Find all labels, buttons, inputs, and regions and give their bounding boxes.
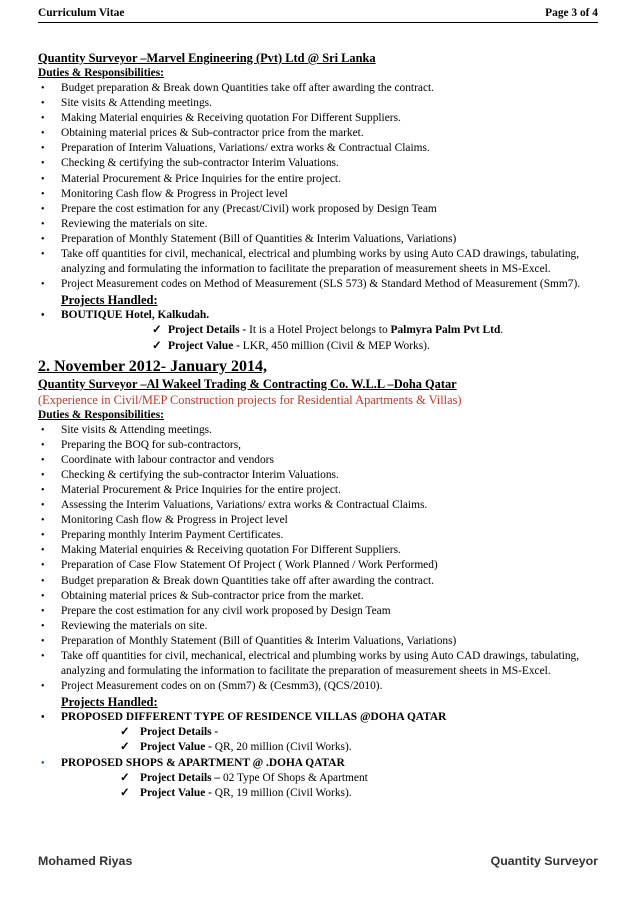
section2-project1 [38,710,600,725]
check-icon: ✓ [120,726,130,739]
list-item: • Preparation of Monthly Statement (Bill of Quantities & Interim Valuations, Variations) [38,232,600,247]
list-item: • Preparing the BOQ for sub-contractors, [38,438,600,453]
bullet-icon: • [41,188,45,200]
list-item: • Monitoring Cash flow & Progress in Project level [38,187,600,202]
list-item: • Preparing monthly Interim Payment Certificates. [38,528,600,543]
section1-duties-list [38,81,600,292]
list-item: • Material Procurement & Price Inquiries for the entire project. [38,483,600,498]
list-item: • BOUTIQUE Hotel, Kalkudah. [38,308,600,323]
bullet-icon: • [41,233,45,245]
section1-firm-heading: Quantity Surveyor –Marvel Engineering (Pvt) Ltd @ Sri Lanka [38,51,376,65]
bullet-icon: • [41,681,45,693]
check-icon: ✓ [120,771,130,784]
bullet-icon: • [41,158,45,170]
check-icon: ✓ [152,339,162,352]
bullet-icon: • [41,575,45,587]
page-content [38,50,600,801]
bullet-icon: • [41,484,45,496]
section1-projects-heading: Projects Handled: [61,293,158,308]
list-item: • Take off quantities for civil, mechanical, electrical and plumbing works by using Auto CAD drawings, tabulating, analyzing and formulating the information to facilitate the preparation of measurement sheets in MS-Excel. [41,650,580,678]
section2-project2-details: ✓ Project Details – 02 Type Of Shops & Apartment [38,771,600,786]
list-item: • Obtaining material prices & Sub-contractor price from the market. [38,589,600,604]
bullet-icon: • [41,757,45,769]
bullet-icon: • [41,605,45,617]
check-icon: ✓ [120,786,130,799]
list-item: • Preparation of Case Flow Statement Of Project ( Work Planned / Work Performed) [38,558,600,573]
list-item: • Prepare the cost estimation for any (Precast/Civil) work proposed by Design Team [38,202,600,217]
bullet-icon: • [41,424,45,436]
bullet-icon: • [41,113,45,125]
bullet-icon: • [41,454,45,466]
list-item: • Monitoring Cash flow & Progress in Project level [38,513,600,528]
header-title: Curriculum Vitae [38,7,125,19]
bullet-icon: • [41,83,45,94]
section2-project1-details: ✓ Project Details - [38,725,600,740]
list-item: • Assessing the Interim Valuations, Variations/ extra works & Contractual Claims. [38,498,600,513]
section2-projects-heading: Projects Handled: [61,695,158,710]
bullet-icon: • [41,712,45,724]
section2-experience-note: (Experience in Civil/MEP Construction projects for Residential Apartments & Villas) [38,392,462,407]
header-rule [38,22,598,23]
list-item: • PROPOSED DIFFERENT TYPE OF RESIDENCE VILLAS @DOHA QATAR [38,710,600,725]
section2-project2 [38,756,600,771]
list-item: • Prepare the cost estimation for any civil work proposed by Design Team [38,604,600,619]
bullet-icon: • [41,203,45,215]
list-item: • PROPOSED SHOPS & APARTMENT @ .DOHA QATAR [38,756,600,771]
list-item: • Material Procurement & Price Inquiries for the entire project. [38,172,600,187]
check-icon: ✓ [152,324,162,337]
list-item: • Project Measurement codes on on (Smm7) & (Cesmm3), (QCS/2010). [38,679,600,694]
list-item: • Checking & certifying the sub-contractor Interim Valuations. [38,156,600,171]
list-item: • Budget preparation & Break down Quantities take off after awarding the contract. [38,81,600,96]
bullet-icon: • [41,545,45,557]
section1-duties-heading: Duties & Responsibilities: [38,67,164,79]
check-icon: ✓ [120,741,130,754]
bullet-icon: • [41,590,45,602]
list-item: • Coordinate with labour contractor and vendors [38,453,600,468]
section2-project1-value: ✓ Project Value - QR, 20 million (Civil Works). [38,740,600,755]
bullet-icon: • [41,515,45,527]
section1-project-value: ✓ Project Value - LKR, 450 million (Civil & MEP Works). [38,339,600,354]
bullet-icon: • [41,651,45,662]
list-item: • Take off quantities for civil, mechanical, electrical and plumbing works by using Auto CAD drawings, tabulating, analyzing and formulating the information to facilitate the preparation of measurement sheets in MS-Excel. [41,248,580,276]
footer-name: Mohamed Riyas [38,854,133,868]
list-item: • Preparation of Interim Valuations, Variations/ extra works & Contractual Claims. [38,141,600,156]
list-item: • Reviewing the materials on site. [38,217,600,232]
section2-duties-heading: Duties & Responsibilities: [38,408,164,421]
bullet-icon: • [41,469,45,481]
list-item: • Checking & certifying the sub-contractor Interim Valuations. [38,468,600,483]
list-item: • Budget preparation & Break down Quantities take off after awarding the contract. [38,574,600,589]
bullet-icon: • [41,249,45,261]
bullet-icon: • [41,218,45,230]
list-item: • Site visits & Attending meetings. [38,423,600,438]
list-item: • Reviewing the materials on site. [38,619,600,634]
bullet-icon: • [41,620,45,632]
list-item: • Making Material enquiries & Receiving quotation For Different Suppliers. [38,543,600,558]
bullet-icon: • [41,128,45,140]
list-item: • Making Material enquiries & Receiving quotation For Different Suppliers. [38,111,600,126]
bullet-icon: • [41,500,45,512]
bullet-icon: • [41,143,45,155]
bullet-icon: • [41,439,45,451]
bullet-icon: • [41,173,45,185]
list-item: • Project Measurement codes on Method of Measurement (SLS 573) & Standard Method of Measurement (Smm7). [38,277,600,292]
list-item: • Site visits & Attending meetings. [38,96,600,111]
bullet-icon: • [41,560,45,572]
list-item: • Obtaining material prices & Sub-contractor price from the market. [38,126,600,141]
section2-firm-heading: Quantity Surveyor –Al Wakeel Trading & Contracting Co. W.L.L –Doha Qatar [38,376,457,391]
section2-period-heading: 2. November 2012- January 2014, [38,357,268,375]
bullet-icon: • [41,530,45,542]
section2-duties-list [38,423,600,695]
section2-project2-value: ✓ Project Value - QR, 19 million (Civil Works). [38,786,600,801]
bullet-icon: • [41,98,45,110]
section1-projects-list [38,308,600,323]
bullet-icon: • [41,279,45,291]
section1-project-details: ✓ Project Details - It is a Hotel Project belongs to Palmyra Palm Pvt Ltd. [38,323,600,338]
footer-job-title: Quantity Surveyor [490,854,598,868]
bullet-icon: • [41,635,45,647]
list-item: • Preparation of Monthly Statement (Bill of Quantities & Interim Valuations, Variations) [38,634,600,649]
header-page-number: Page 3 of 4 [545,7,598,19]
bullet-icon: • [41,310,45,322]
